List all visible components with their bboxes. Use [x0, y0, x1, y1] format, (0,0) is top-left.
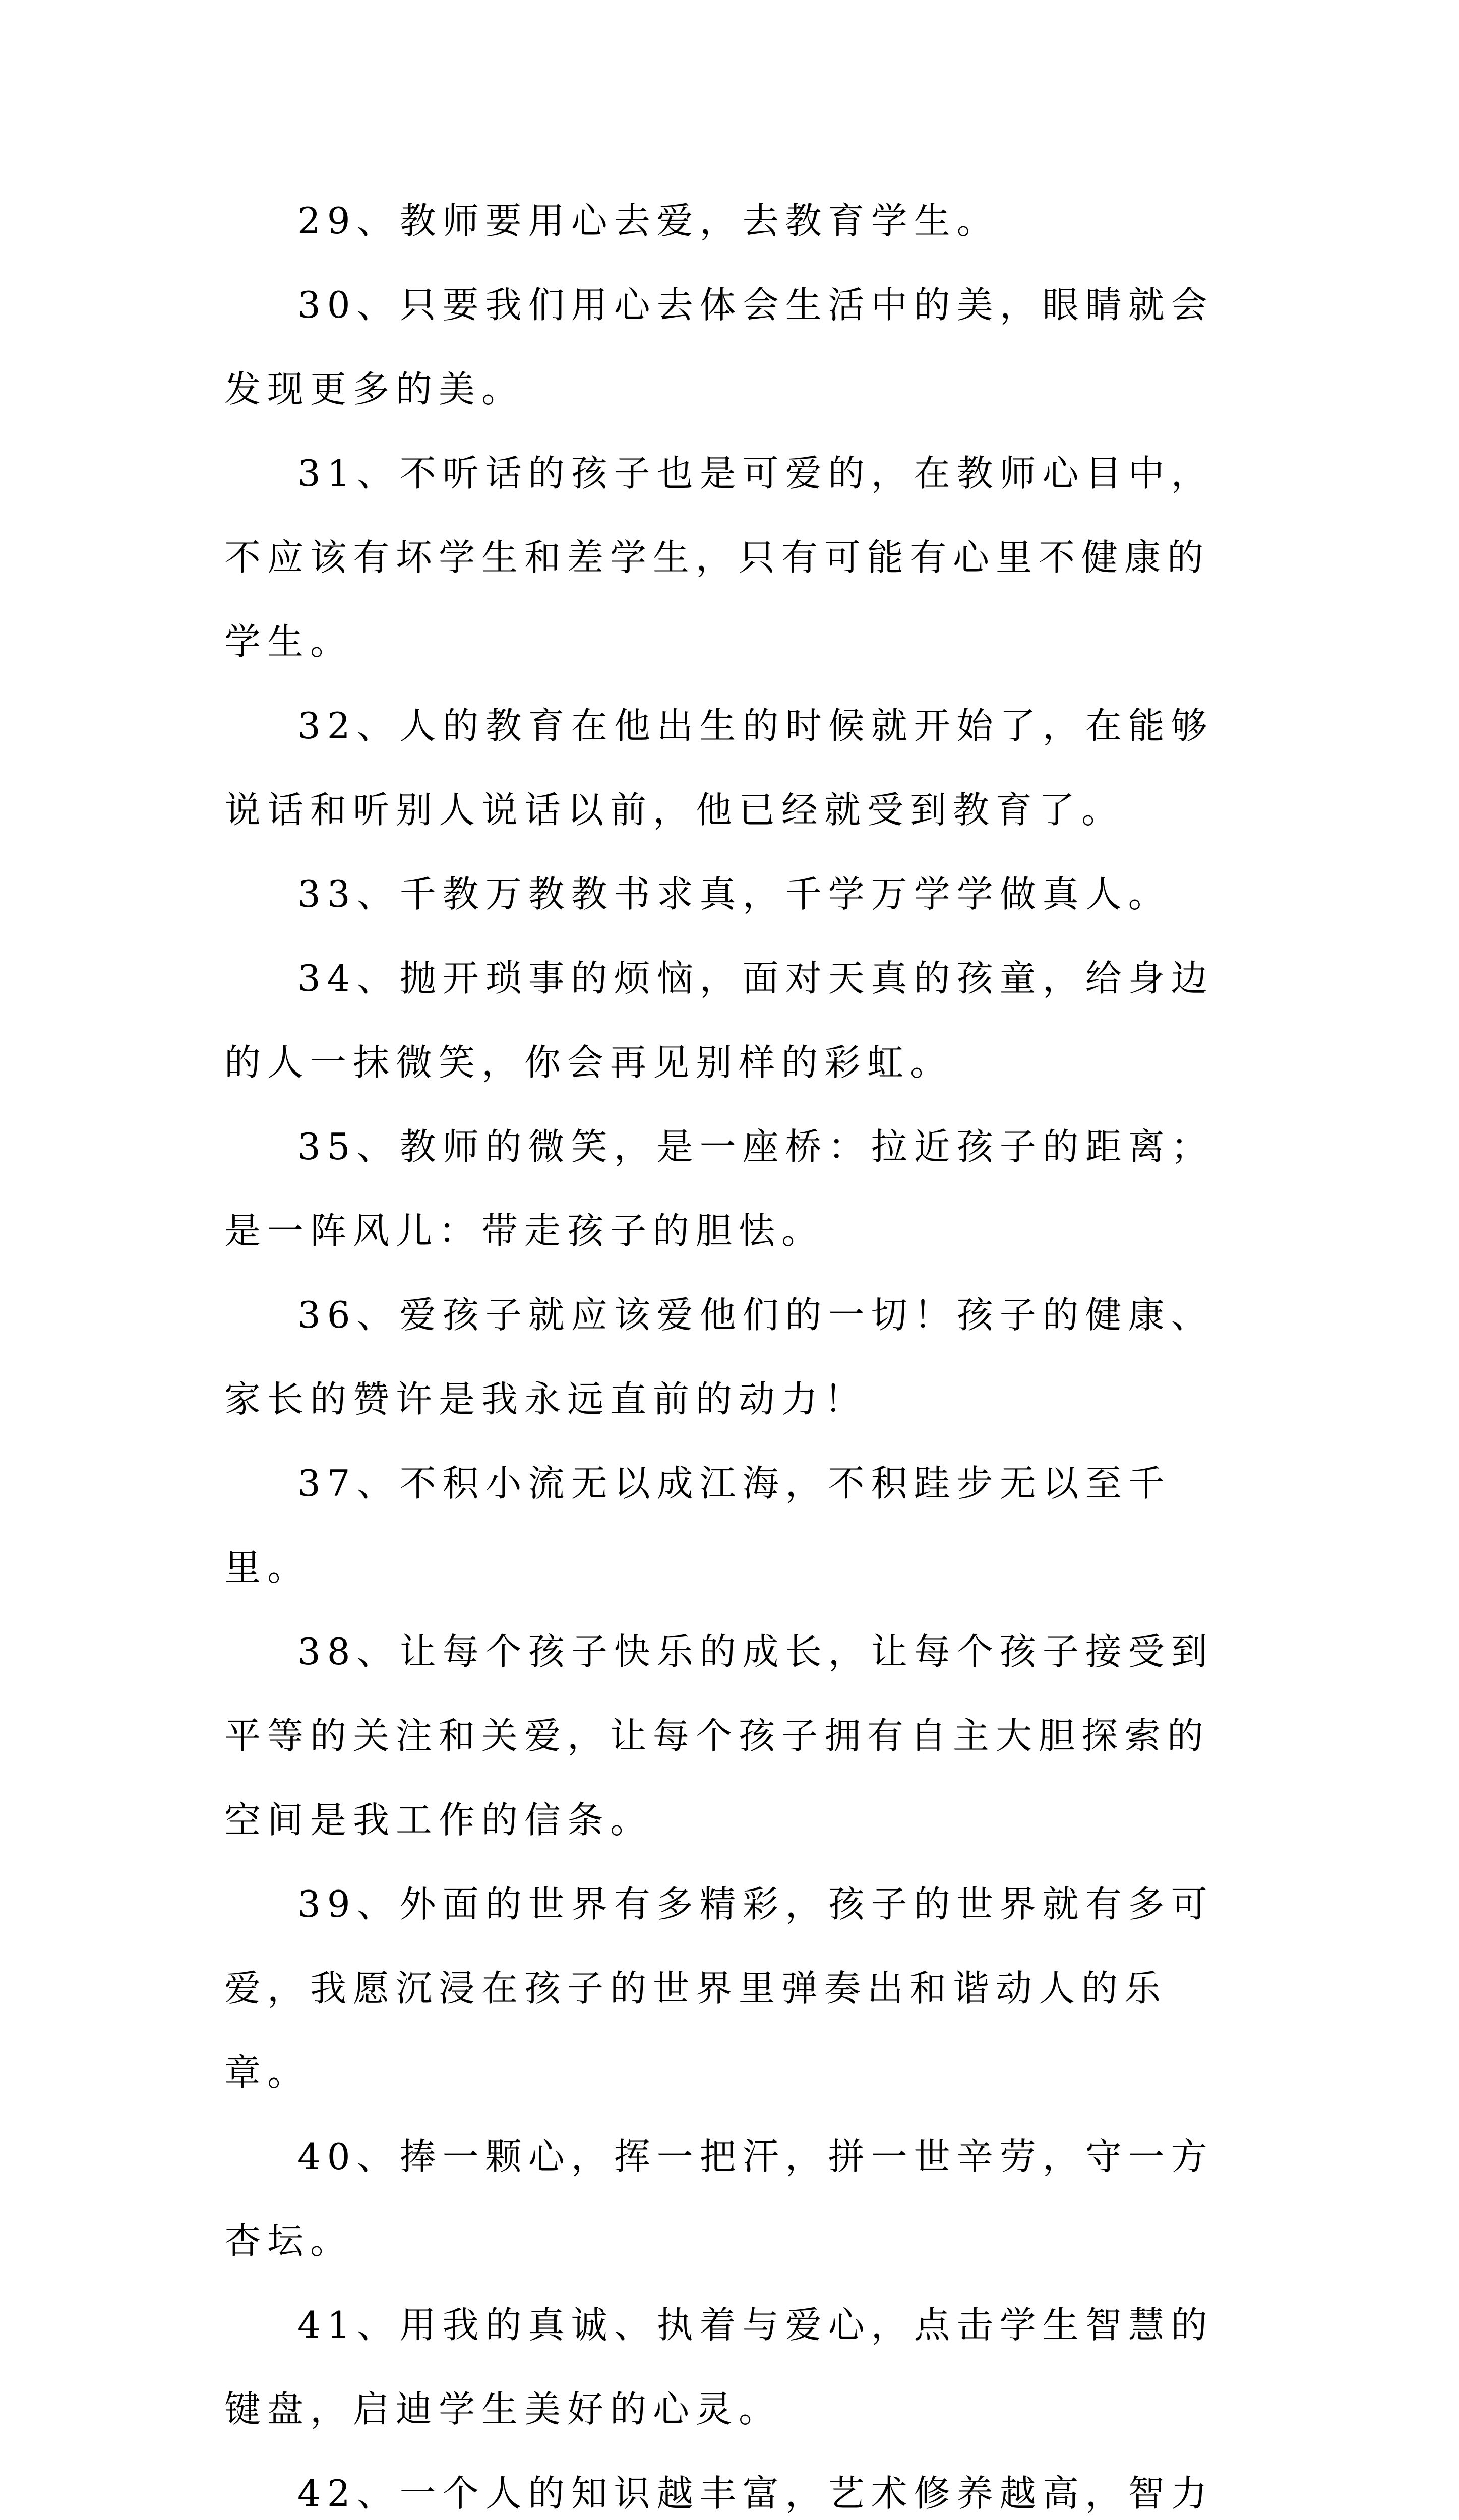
paragraph-37: 37、不积小流无以成江海，不积跬步无以至千里。	[224, 1462, 1171, 1589]
paragraph-41: 41、用我的真诚、执着与爱心，点击学生智慧的键盘，启迪学生美好的心灵。	[224, 2304, 1214, 2430]
paragraph-30: 30、只要我们用心去体会生活中的美，眼睛就会发现更多的美。	[224, 284, 1214, 410]
paragraph-35: 35、教师的微笑，是一座桥：拉近孩子的距离；是一阵风儿：带走孩子的胆怯。	[224, 1125, 1214, 1252]
paragraph-31: 31、不听话的孩子也是可爱的，在教师心目中，不应该有坏学生和差学生，只有可能有心里不健康的学生。	[224, 452, 1214, 663]
paragraph-34: 34、抛开琐事的烦恼，面对天真的孩童，给身边的人一抹微笑，你会再见别样的彩虹。	[224, 957, 1214, 1084]
paragraph-33: 33、千教万教教书求真，千学万学学做真人。	[297, 873, 1171, 915]
paragraph-42: 42、一个人的知识越丰富，艺术修养越高，智力	[297, 2472, 1214, 2514]
paragraph-38: 38、让每个孩子快乐的成长，让每个孩子接受到平等的关注和关爱，让每个孩子拥有自主大胆探索的空间是我工作的信条。	[224, 1630, 1214, 1841]
paragraph-29: 29、教师要用心去爱，去教育学生。	[297, 200, 1000, 242]
paragraph-40: 40、捧一颗心，挥一把汗，拼一世辛劳，守一方杏坛。	[224, 2135, 1214, 2262]
paragraph-32: 32、人的教育在他出生的时候就开始了，在能够说话和听别人说话以前，他已经就受到教育了。	[224, 705, 1214, 831]
document-body	[224, 179, 1240, 2520]
paragraph-39: 39、外面的世界有多精彩，孩子的世界就有多可爱，我愿沉浸在孩子的世界里弹奏出和谐动人的乐章。	[224, 1883, 1214, 2094]
paragraph-36: 36、爱孩子就应该爱他们的一切！孩子的健康、家长的赞许是我永远直前的动力！	[224, 1294, 1214, 1420]
